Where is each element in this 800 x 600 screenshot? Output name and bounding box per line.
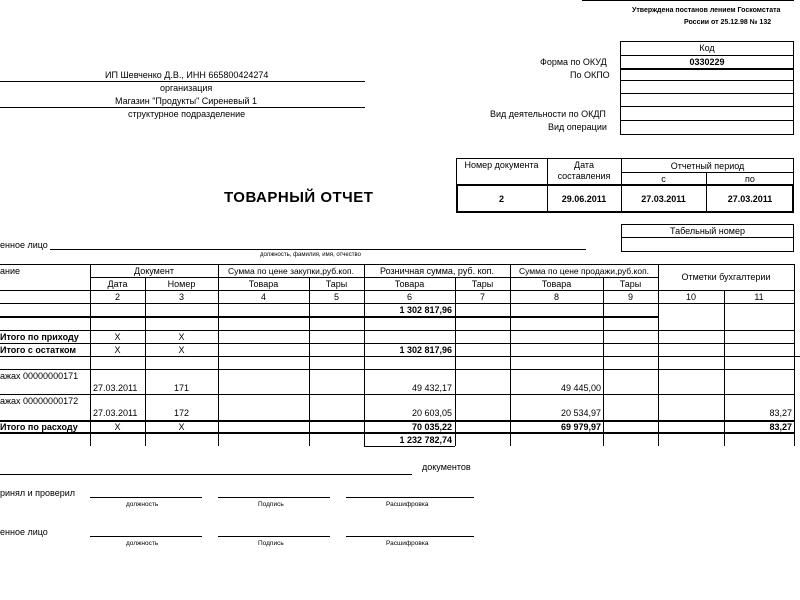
- x-mark: X: [114, 345, 121, 355]
- responsible-footer-label: енное лицо: [0, 527, 48, 537]
- col-num: 8: [553, 292, 559, 302]
- okud-label: Форма по ОКУД: [540, 57, 607, 67]
- row-retail: 20 603,05: [411, 408, 452, 418]
- income-label: Итого по приходу: [0, 332, 79, 342]
- division-caption: структурное подразделение: [128, 109, 246, 119]
- x-mark: X: [114, 332, 121, 342]
- doc-date: 29.06.2011: [561, 194, 607, 204]
- row-sale: 20 534,97: [560, 408, 601, 418]
- sale-tare-header: Тары: [619, 279, 642, 289]
- position-caption: должность: [126, 540, 159, 547]
- responsible-label: енное лицо: [0, 240, 48, 250]
- row-label: ажах 00000000172: [0, 396, 79, 406]
- doc-number: 2: [498, 194, 504, 204]
- row-retail: 49 432,17: [411, 383, 452, 393]
- col-num: 3: [178, 292, 184, 302]
- closing-retail: 1 232 782,74: [399, 435, 452, 445]
- period-to-header: по: [745, 174, 755, 184]
- expense-retail: 70 035,22: [411, 422, 452, 432]
- col-num: 11: [754, 292, 764, 302]
- row-date: 27.03.2011: [93, 408, 138, 418]
- accepted-label: ринял и проверил: [0, 488, 76, 498]
- with-balance-label: Итого с остатком: [0, 345, 77, 355]
- x-mark: X: [114, 422, 121, 432]
- col-num: 4: [260, 292, 266, 302]
- row-label: ажах 00000000171: [0, 371, 79, 381]
- period-from-header: с: [661, 174, 666, 184]
- operation-label: Вид операции: [548, 122, 607, 132]
- responsible-caption: должность, фамилия, имя, отчество: [260, 252, 361, 258]
- approval-line-2: России от 25.12.98 № 132: [684, 19, 772, 26]
- expense-label: Итого по расходу: [0, 422, 78, 432]
- expense-sale: 69 979,97: [560, 422, 601, 432]
- purchase-header: Сумма по цене закупки,руб.коп.: [228, 266, 354, 276]
- number-header: Номер: [167, 279, 196, 289]
- name-header: ание: [0, 266, 21, 276]
- codes-header: Код: [699, 43, 715, 53]
- period-header: Отчетный период: [670, 161, 745, 171]
- accounting-header: Отметки бухгалтерии: [681, 272, 771, 282]
- opening-retail: 1 302 817,96: [399, 305, 452, 315]
- doc-number-header: Номер документа: [464, 160, 539, 170]
- row-sale: 49 445,00: [560, 383, 601, 393]
- purchase-tare-header: Тары: [325, 279, 348, 289]
- org-caption: организация: [160, 83, 213, 93]
- decoding-caption: Расшифровка: [386, 501, 429, 508]
- sale-goods-header: Товара: [541, 279, 572, 289]
- okud-value: 0330229: [689, 57, 725, 67]
- division-name: Магазин "Продукты" Сиреневый 1: [115, 96, 258, 106]
- documents-label: документов: [422, 462, 471, 472]
- col-num: 9: [627, 292, 633, 302]
- period-from: 27.03.2011: [641, 194, 686, 204]
- page-title: ТОВАРНЫЙ ОТЧЕТ: [224, 189, 374, 206]
- position-caption: должность: [126, 501, 159, 508]
- x-mark: X: [178, 422, 185, 432]
- okdp-label: Вид деятельности по ОКДП: [490, 109, 606, 119]
- signature-caption: Подпись: [258, 540, 284, 547]
- doc-date-header: Дата составления: [557, 160, 611, 181]
- decoding-caption: Расшифровка: [386, 540, 429, 547]
- col-num: 10: [685, 292, 696, 302]
- with-balance-retail: 1 302 817,96: [399, 345, 452, 355]
- x-mark: X: [178, 332, 185, 342]
- document-header: Документ: [134, 266, 174, 276]
- x-mark: X: [178, 345, 185, 355]
- expense-accounting: 83,27: [769, 422, 792, 432]
- col-num: 6: [406, 292, 412, 302]
- row-date: 27.03.2011: [93, 383, 138, 393]
- col-num: 7: [479, 292, 485, 302]
- signature-caption: Подпись: [258, 501, 284, 508]
- period-to: 27.03.2011: [727, 194, 773, 204]
- row-accounting: 83,27: [769, 408, 792, 418]
- okpo-label: По ОКПО: [570, 70, 610, 80]
- row-number: 171: [173, 383, 190, 393]
- tabel-label: Табельный номер: [670, 226, 745, 236]
- retail-tare-header: Тары: [471, 279, 494, 289]
- row-number: 172: [173, 408, 190, 418]
- retail-header: Розничная сумма, руб. коп.: [379, 266, 495, 276]
- date-header: Дата: [107, 279, 128, 289]
- col-num: 5: [333, 292, 339, 302]
- approval-line-1: Утверждена постанов лением Госкомстата: [632, 7, 781, 14]
- org-name: ИП Шевченко Д.В., ИНН 665800424274: [105, 70, 269, 80]
- retail-goods-header: Товара: [394, 279, 425, 289]
- sale-header: Сумма по цене продажи,руб.коп.: [518, 266, 650, 276]
- purchase-goods-header: Товара: [248, 279, 279, 289]
- col-num: 2: [114, 292, 120, 302]
- top-rule: [582, 0, 794, 1]
